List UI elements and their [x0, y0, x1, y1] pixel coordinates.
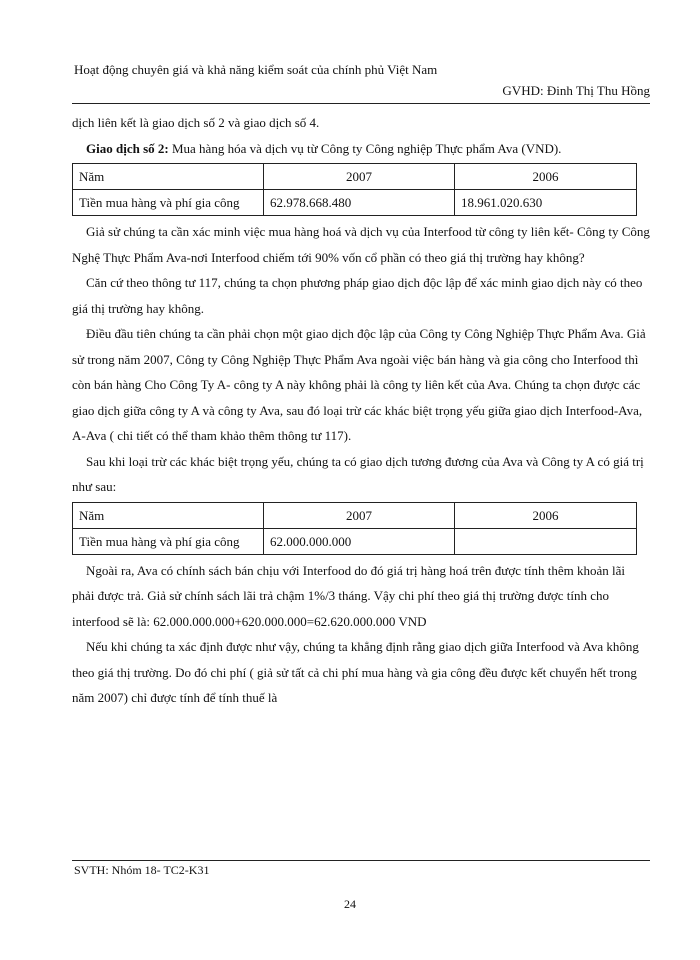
table-row: [73, 164, 637, 190]
paragraph-method: Căn cứ theo thông tư 117, chúng ta chọn phương pháp giao dịch độc lập để xác minh giao dịch này có theo giá thị trường hay không.: [72, 275, 643, 316]
table-row: [73, 528, 637, 554]
table-cell-value: [455, 528, 637, 554]
header-title: Hoạt động chuyên giá và khả năng kiểm soát của chính phủ Việt Nam: [74, 62, 438, 77]
document-body: [72, 110, 650, 711]
table-header-cell: Năm: [73, 164, 264, 190]
table-header-cell: Năm: [73, 502, 264, 528]
table-cell-label: Tiền mua hàng và phí gia công: [73, 190, 264, 216]
page-number: 24: [344, 897, 356, 911]
footer-student-group: SVTH: Nhóm 18- TC2-K31: [74, 863, 210, 877]
table-row: [73, 502, 637, 528]
table-ava-company-a: [72, 502, 637, 555]
table-header-cell: 2006: [455, 502, 637, 528]
table-header-cell: 2006: [455, 164, 637, 190]
transaction-2-label: Giao dịch số 2:: [86, 140, 169, 156]
paragraph-transaction-2: [72, 136, 650, 162]
table-header-cell: 2007: [264, 502, 455, 528]
table-cell-value: 62.978.668.480: [264, 190, 455, 216]
paragraph-interest: Ngoài ra, Ava có chính sách bán chịu với Interfood do đó giá trị hàng hoá trên được tính thêm khoản lãi phải được trả. Giả sử chính sách lãi trả chậm 1%/3 tháng. Vậy chi phí theo giá thị trường được tính cho interfood sẽ là: 62.000.000.000+620.000.000=62.620.000.000 VND: [72, 562, 625, 629]
table-ava-interfood: [72, 163, 637, 216]
paragraph-independent-transaction: Điều đầu tiên chúng ta cần phải chọn một giao dịch độc lập của Công ty Công Nghiệp Thực Phẩm Ava. Giả sử trong năm 2007, Công ty Công Nghiệp Thực Phẩm Ava ngoài việc bán hàng và gia công cho Interfood thì còn bán hàng Cho Công Ty A- công ty A này không phải là công ty liên kết của Ava. Chúng ta chọn được các giao dịch giữa công ty A và công ty Ava, sau đó loại trừ các khác biệt trọng yếu giữa giao dịch Interfood-Ava, A-Ava ( chi tiết có thể tham khảo thêm thông tư 117).: [72, 326, 646, 443]
footer-divider: [72, 860, 650, 861]
header-instructor: GVHD: Đinh Thị Thu Hồng: [502, 83, 650, 98]
paragraph-conclusion: Nếu khi chúng ta xác định được như vậy, chúng ta khẳng định rằng giao dịch giữa Interfood và Ava không theo giá thị trường. Do đó chi phí ( giả sử tất cả chi phí mua hàng và gia công đều được kết chuyển hết trong năm 2007) chỉ được tính để tính thuế là: [72, 639, 639, 705]
header-divider: [72, 103, 650, 104]
table-header-cell: 2007: [264, 164, 455, 190]
table-cell-label: Tiền mua hàng và phí gia công: [73, 528, 264, 554]
table-cell-value: 18.961.020.630: [455, 190, 637, 216]
table-cell-value: 62.000.000.000: [264, 528, 455, 554]
transaction-2-text: Mua hàng hóa và dịch vụ từ Công ty Công nghiệp Thực phẩm Ava (VND).: [168, 140, 562, 156]
paragraph-equivalent: Sau khi loại trừ các khác biệt trọng yếu, chúng ta có giao dịch tương đương của Ava và Công ty A có giá trị như sau:: [72, 453, 644, 494]
paragraph-question: Giả sử chúng ta cần xác minh việc mua hàng hoá và dịch vụ của Interfood từ công ty liên kết- Công ty Công Nghệ Thực Phẩm Ava-nơi Interfood chiếm tới 90% vốn cổ phần có theo giá thị trường hay không?: [72, 224, 650, 265]
table-row: [73, 190, 637, 216]
paragraph-intro: dịch liên kết là giao dịch số 2 và giao dịch số 4.: [72, 115, 320, 130]
